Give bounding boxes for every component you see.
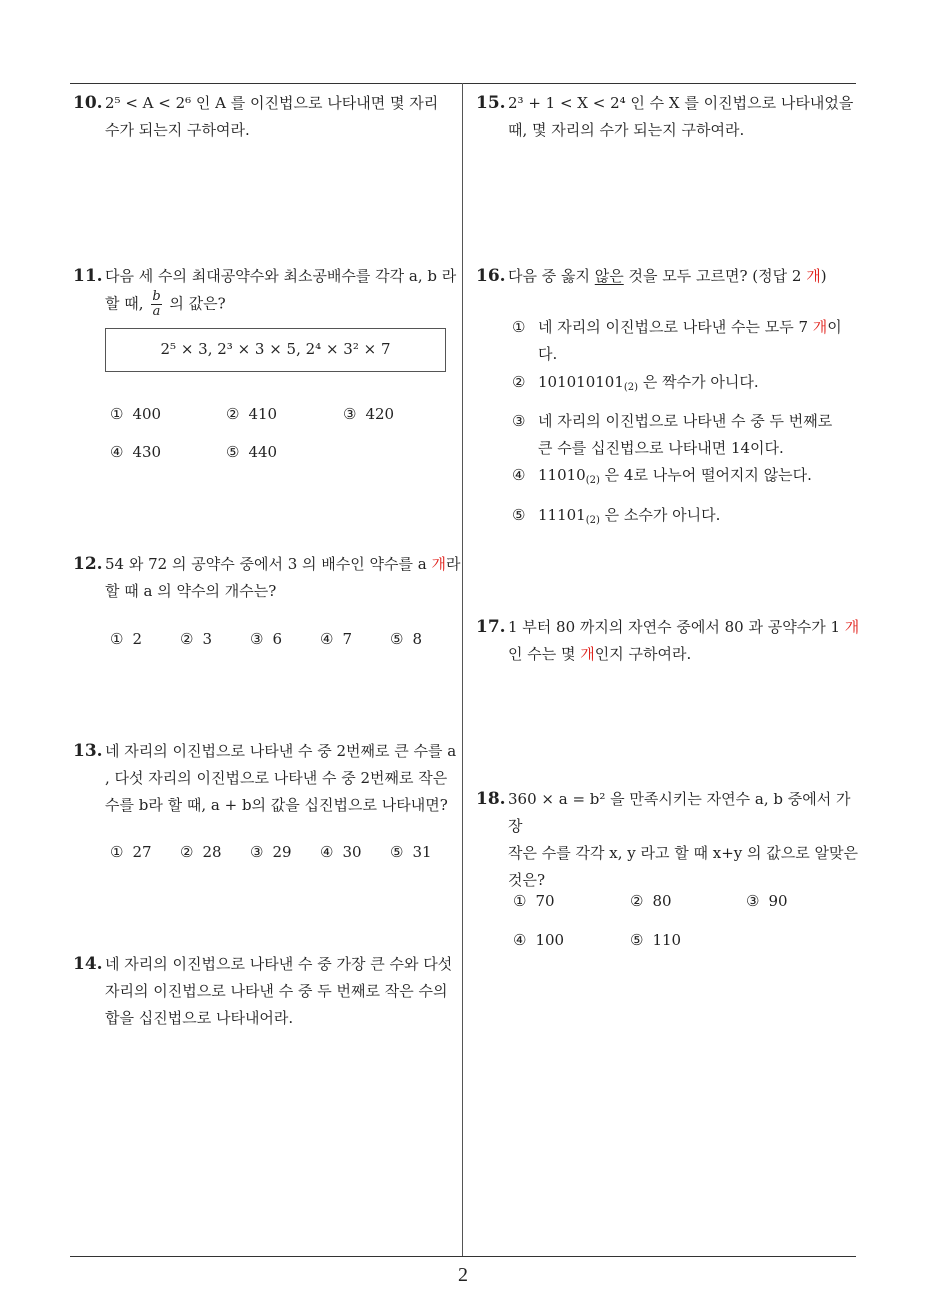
- option-3[interactable]: ③ 420: [343, 405, 395, 423]
- question-text: 합을 십진법으로 나타내어라.: [105, 1009, 294, 1027]
- statement-3[interactable]: ③ 네 자리의 이진법으로 나타낸 수 중 두 번째로 큰 수를 십진법으로 나타내면 14이다.: [512, 412, 833, 457]
- question-number: 14.: [73, 954, 103, 974]
- question-text: 1 부터 80 까지의 자연수 중에서 80 과 공약수가 1 개: [508, 618, 860, 636]
- question-number: 15.: [476, 93, 506, 113]
- question-10: [73, 90, 490, 144]
- option-5[interactable]: ⑤ 31: [390, 843, 432, 861]
- question-text: 것은?: [508, 871, 546, 889]
- option-4[interactable]: ④ 430: [110, 443, 162, 461]
- question-text: 때, 몇 자리의 수가 되는지 구하여라.: [508, 121, 745, 139]
- bottom-rule: [70, 1256, 856, 1257]
- question-number: 11.: [73, 266, 103, 286]
- statement-4[interactable]: ④ $11010_{(2)}$ 은 4로 나누어 떨어지지 않는다.: [512, 466, 812, 486]
- option-4[interactable]: ④ 100: [513, 931, 565, 949]
- question-text: 할 때, $\frac{b}{a}$ 의 값은?: [105, 289, 226, 319]
- top-rule: [70, 83, 856, 84]
- question-number: 12.: [73, 554, 103, 574]
- option-2[interactable]: ② 80: [630, 892, 672, 910]
- question-13: [73, 738, 490, 819]
- question-number: 18.: [476, 789, 506, 809]
- option-1[interactable]: ① 2: [110, 630, 142, 648]
- question-text: 다음 세 수의 최대공약수와 최소공배수를 각각 a, b 라: [105, 267, 457, 285]
- question-14: [73, 951, 490, 1032]
- fraction: $\frac{b}{a}$: [152, 289, 161, 319]
- option-2[interactable]: ② 3: [180, 630, 212, 648]
- question-number: 17.: [476, 617, 506, 637]
- question-18: [476, 786, 863, 894]
- option-1[interactable]: ① 400: [110, 405, 162, 423]
- question-text: 54 와 72 의 공약수 중에서 3 의 배수인 약수를 a 개라: [105, 555, 461, 573]
- question-15: [476, 90, 863, 144]
- page-number: 2: [458, 1264, 468, 1286]
- question-number: 13.: [73, 741, 103, 761]
- statement-2[interactable]: ② $101010101_{(2)}$ 은 짝수가 아니다.: [512, 373, 759, 393]
- option-4[interactable]: ④ 7: [320, 630, 352, 648]
- question-11: [73, 263, 490, 319]
- question-text: 2⁵ < A < 2⁶ 인 A 를 이진법으로 나타내면 몇 자리: [105, 94, 439, 112]
- option-3[interactable]: ③ 90: [746, 892, 788, 910]
- question-12: [73, 551, 490, 605]
- option-5[interactable]: ⑤ 440: [226, 443, 278, 461]
- question-number: 16.: [476, 266, 506, 286]
- question-text: 수가 되는지 구하여라.: [105, 121, 250, 139]
- question-text: 2³ + 1 < X < 2⁴ 인 수 X 를 이진법으로 나타내었을: [508, 94, 854, 112]
- option-3[interactable]: ③ 6: [250, 630, 282, 648]
- question-text: 네 자리의 이진법으로 나타낸 수 중 가장 큰 수와 다섯: [105, 955, 453, 973]
- option-3[interactable]: ③ 29: [250, 843, 292, 861]
- question-17: [476, 614, 863, 668]
- question-16: [476, 263, 863, 290]
- question-text: 360 × a = b² 을 만족시키는 자연수 a, b 중에서 가장: [508, 790, 851, 835]
- question-number: 10.: [73, 93, 103, 113]
- option-1[interactable]: ① 70: [513, 892, 555, 910]
- question-text: 작은 수를 각각 x, y 라고 할 때 x+y 의 값으로 알맞은: [508, 844, 858, 862]
- question-text: 인 수는 몇 개인지 구하여라.: [508, 645, 692, 663]
- question-text: 수를 b라 할 때, a + b의 값을 십진법으로 나타내면?: [105, 796, 448, 814]
- option-2[interactable]: ② 410: [226, 405, 278, 423]
- question-text: 네 자리의 이진법으로 나타낸 수 중 2번째로 큰 수를 a: [105, 742, 457, 760]
- column-divider: [462, 83, 463, 1256]
- question-text: , 다섯 자리의 이진법으로 나타낸 수 중 2번째로 작은: [105, 769, 448, 787]
- option-1[interactable]: ① 27: [110, 843, 152, 861]
- statement-5[interactable]: ⑤ $11101_{(2)}$ 은 소수가 아니다.: [512, 506, 721, 526]
- question-text: 자리의 이진법으로 나타낸 수 중 두 번째로 작은 수의: [105, 982, 448, 1000]
- option-5[interactable]: ⑤ 8: [390, 630, 422, 648]
- option-4[interactable]: ④ 30: [320, 843, 362, 861]
- question-text: 할 때 a 의 약수의 개수는?: [105, 582, 277, 600]
- statement-1[interactable]: ① 네 자리의 이진법으로 나타낸 수는 모두 7 개이 다.: [512, 318, 842, 363]
- option-5[interactable]: ⑤ 110: [630, 931, 682, 949]
- given-numbers-box: 2⁵ × 3, 2³ × 3 × 5, 2⁴ × 3² × 7: [105, 328, 446, 372]
- option-2[interactable]: ② 28: [180, 843, 222, 861]
- question-text: 다음 중 옳지 않은 것을 모두 고르면? (정답 2 개): [508, 267, 827, 285]
